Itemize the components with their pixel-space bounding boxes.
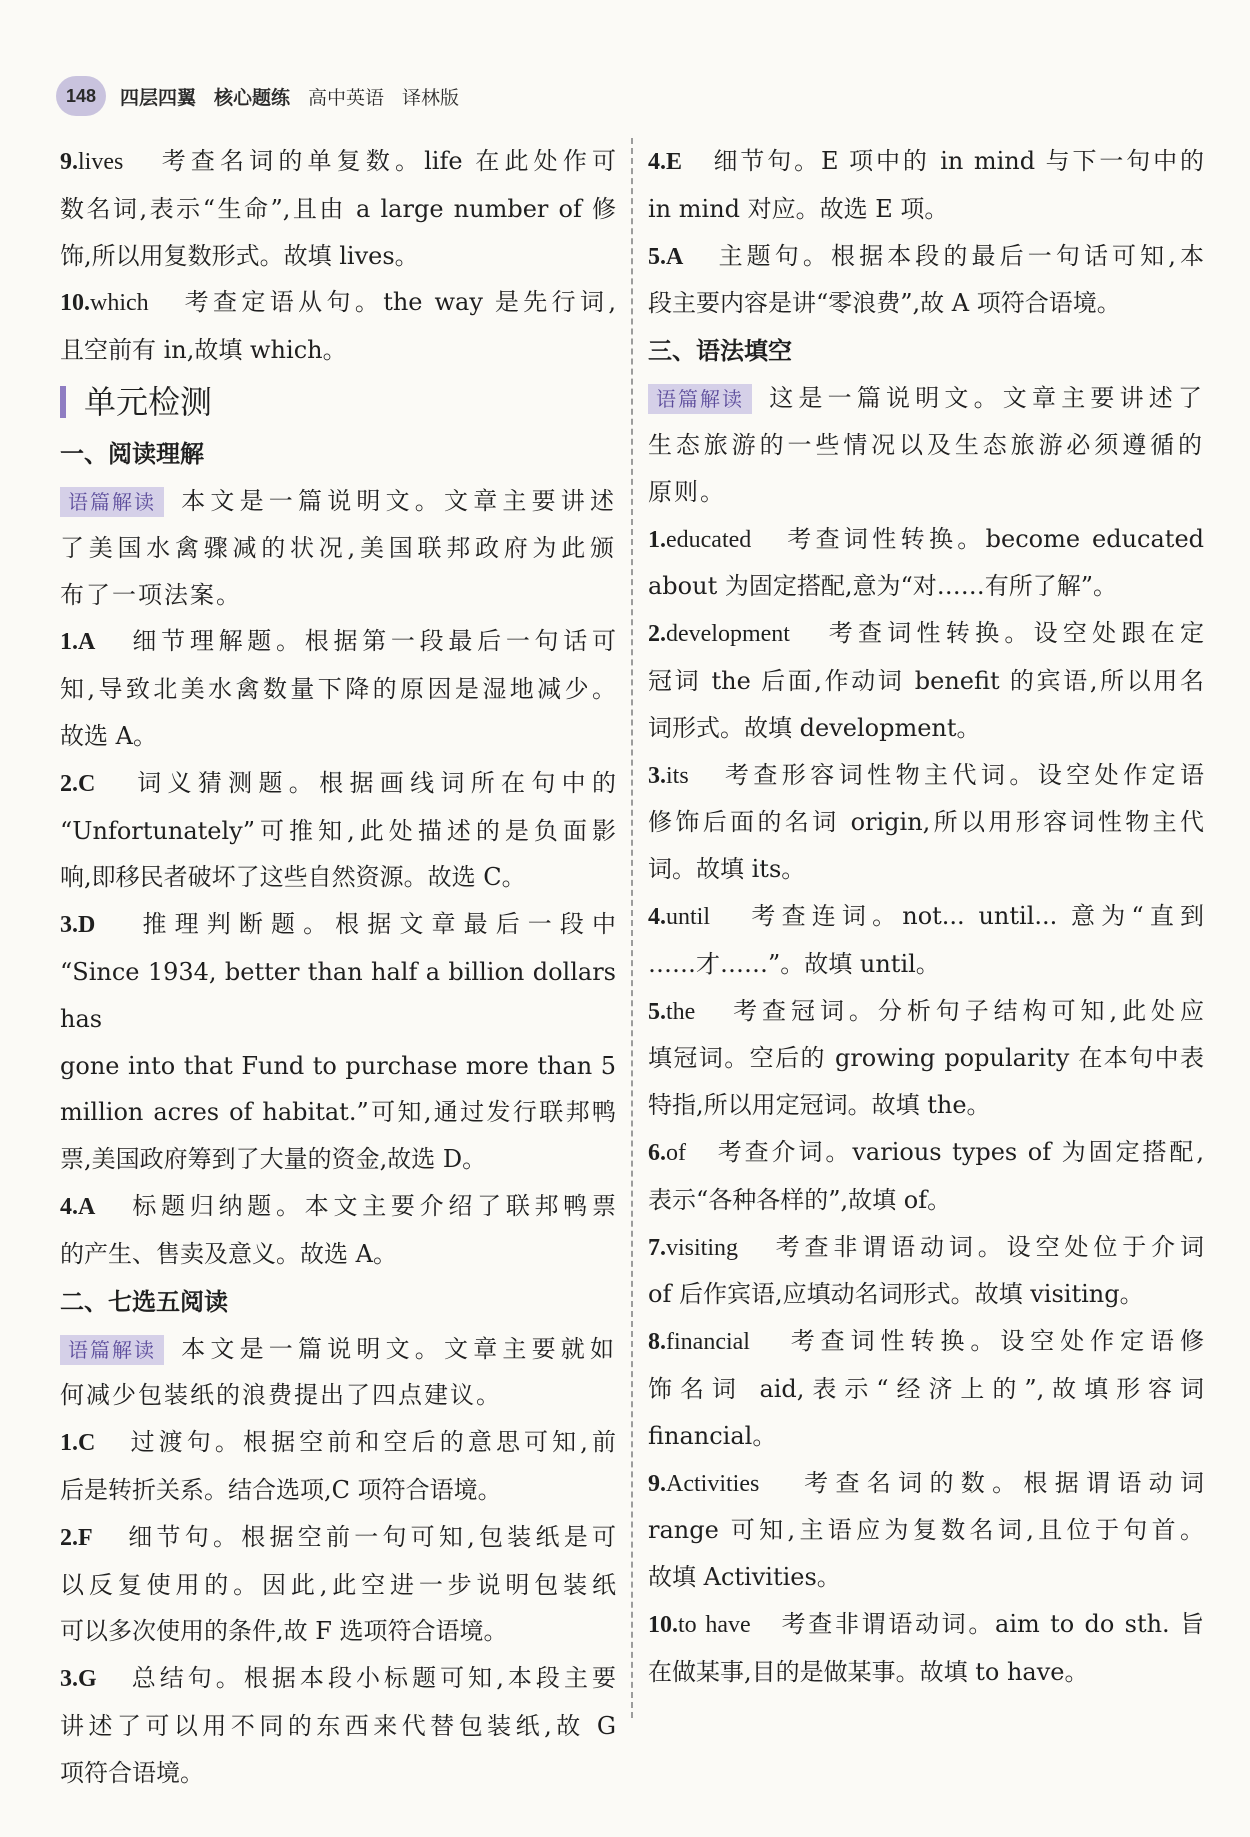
section-title: 三、语法填空	[648, 337, 792, 366]
answer-line: 词。故填 its。	[648, 855, 806, 884]
answer-item: 9.lives 考查名词的单复数。life 在此处作可	[60, 147, 616, 175]
page-number-badge: 148	[56, 76, 106, 116]
answer-line: 的产生、售卖及意义。故选 A。	[60, 1239, 397, 1268]
answer-line: 票,美国政府筹到了大量的资金,故选 D。	[60, 1145, 487, 1174]
unit-title-bar	[60, 386, 66, 418]
unit-title: 单元检测	[60, 374, 616, 430]
answer-item: 2.C 词义猜测题。根据画线词所在句中的	[60, 768, 617, 797]
section-title: 二、七选五阅读	[60, 1287, 228, 1316]
answer-item: 1.C 过渡句。根据空前和空后的意思可知,前	[60, 1428, 616, 1457]
passage-summary: 语篇解读 这是一篇说明文。文章主要讲述了	[648, 375, 1204, 422]
answer-line: gone into that Fund to purchase more than 5	[60, 1051, 616, 1080]
answer-item: 4.until 考查连词。not... until... 意为“直到	[648, 901, 1204, 930]
answer-item: 10.which 考查定语从句。the way 是先行词,	[60, 288, 616, 317]
answer-line: 特指,所以用定冠词。故填 the。	[648, 1091, 991, 1120]
summary-line: 了美国水禽骤减的状况,美国联邦政府为此颁	[60, 533, 616, 562]
answer-line: 响,即移民者破坏了这些自然资源。故选 C。	[60, 863, 526, 892]
answer-line: 知,导致北美水禽数量下降的原因是湿地减少。	[60, 675, 616, 704]
answer-item: 6.of 考查介词。various types of 为固定搭配,	[648, 1137, 1204, 1166]
passage-badge: 语篇解读	[648, 384, 752, 414]
page-header	[56, 74, 477, 118]
answer-line: of 后作宾语,应填动名词形式。故填 visiting。	[648, 1280, 1144, 1309]
summary-line: 原则。	[648, 477, 726, 506]
answer-line: 以反复使用的。因此,此空进一步说明包装纸	[60, 1570, 616, 1599]
book-name: 核心题练	[214, 86, 291, 109]
answer-line: 数名词,表示“生命”,且由 a large number of 修	[60, 194, 616, 223]
answer-line: “Since 1934, better than half a billion dollars has	[60, 957, 616, 1033]
summary-line: 何减少包装纸的浪费提出了四点建议。	[60, 1381, 502, 1410]
subject-name: 高中英语	[308, 86, 385, 109]
answer-line: in mind 对应。故选 E 项。	[648, 194, 949, 223]
edition-name: 译林版	[402, 86, 460, 109]
answer-item: 8.financial 考查词性转换。设空处作定语修	[648, 1327, 1205, 1356]
answer-line: million acres of habitat.”可知,通过发行联邦鸭	[60, 1098, 616, 1127]
right-column	[648, 138, 1204, 1696]
answer-line: 项符合语境。	[60, 1758, 204, 1787]
section-title: 一、阅读理解	[60, 439, 204, 468]
answer-item: 5.the 考查冠词。分析句子结构可知,此处应	[648, 996, 1204, 1025]
passage-badge: 语篇解读	[60, 1335, 164, 1365]
answer-item: 3.D 推理判断题。根据文章最后一段中	[60, 910, 616, 939]
answer-line: 且空前有 in,故填 which。	[60, 336, 347, 365]
passage-summary: 语篇解读 本文是一篇说明文。文章主要讲述	[60, 478, 616, 525]
answer-item: 5.A 主题句。根据本段的最后一句话可知,本	[648, 241, 1204, 270]
answer-item: 3.G 总结句。根据本段小标题可知,本段主要	[60, 1664, 616, 1693]
series-name: 四层四翼	[120, 86, 197, 109]
summary-line: 布了一项法案。	[60, 580, 242, 609]
answer-line: 饰名词 aid,表示“经济上的”,故填形容词	[648, 1374, 1204, 1403]
answer-item: 1.educated 考查词性转换。become educated	[648, 524, 1205, 553]
answer-item: 2.development 考查词性转换。设空处跟在定	[648, 619, 1204, 648]
answer-line: ……才……”。故填 until。	[648, 949, 940, 978]
answer-line: 填冠词。空后的 growing popularity 在本句中表	[648, 1044, 1204, 1073]
answer-line: range 可知,主语应为复数名词,且位于句首。	[648, 1516, 1204, 1545]
passage-summary: 语篇解读 本文是一篇说明文。文章主要就如	[60, 1326, 616, 1373]
answer-line: 饰,所以用复数形式。故填 lives。	[60, 241, 419, 270]
answer-line: 后是转折关系。结合选项,C 项符合语境。	[60, 1475, 502, 1504]
answer-item: 7.visiting 考查非谓语动词。设空处位于介词	[648, 1232, 1205, 1261]
left-column	[60, 138, 616, 1797]
answer-line: 可以多次使用的条件,故 F 选项符合语境。	[60, 1617, 508, 1646]
answer-item: 3.its 考查形容词性物主代词。设空处作定语	[648, 760, 1204, 789]
summary-line: 生态旅游的一些情况以及生态旅游必须遵循的	[648, 430, 1204, 459]
answer-line: 修饰后面的名词 origin,所以用形容词性物主代	[648, 808, 1204, 837]
answer-item: 4.A 标题归纳题。本文主要介绍了联邦鸭票	[60, 1191, 616, 1220]
answer-line: 段主要内容是讲“零浪费”,故 A 项符合语境。	[648, 289, 1121, 318]
answer-item: 1.A 细节理解题。根据第一段最后一句话可	[60, 627, 616, 656]
answer-item: 10.to have 考查非谓语动词。aim to do sth. 旨	[648, 1609, 1204, 1638]
answer-line: 故选 A。	[60, 721, 157, 750]
answer-line: 在做某事,目的是做某事。故填 to have。	[648, 1657, 1089, 1686]
answer-line: about 为固定搭配,意为“对……有所了解”。	[648, 572, 1118, 601]
answer-line: “Unfortunately”可推知,此处描述的是负面影	[60, 816, 616, 845]
book-info	[120, 83, 477, 110]
answer-line: 讲述了可以用不同的东西来代替包装纸,故 G	[60, 1711, 616, 1740]
answer-item: 2.F 细节句。根据空前一句可知,包装纸是可	[60, 1522, 616, 1551]
answer-item: 4.E 细节句。E 项中的 in mind 与下一句中的	[648, 147, 1205, 175]
passage-badge: 语篇解读	[60, 487, 164, 517]
answer-line: 表示“各种各样的”,故填 of。	[648, 1185, 952, 1214]
answer-line: 冠词 the 后面,作动词 benefit 的宾语,所以用名	[648, 666, 1204, 695]
column-divider	[631, 138, 633, 1718]
answer-line: 故填 Activities。	[648, 1563, 841, 1592]
answer-line: financial。	[648, 1421, 777, 1450]
answer-item: 9.Activities 考查名词的数。根据谓语动词	[648, 1468, 1204, 1497]
answer-line: 词形式。故填 development。	[648, 713, 981, 742]
